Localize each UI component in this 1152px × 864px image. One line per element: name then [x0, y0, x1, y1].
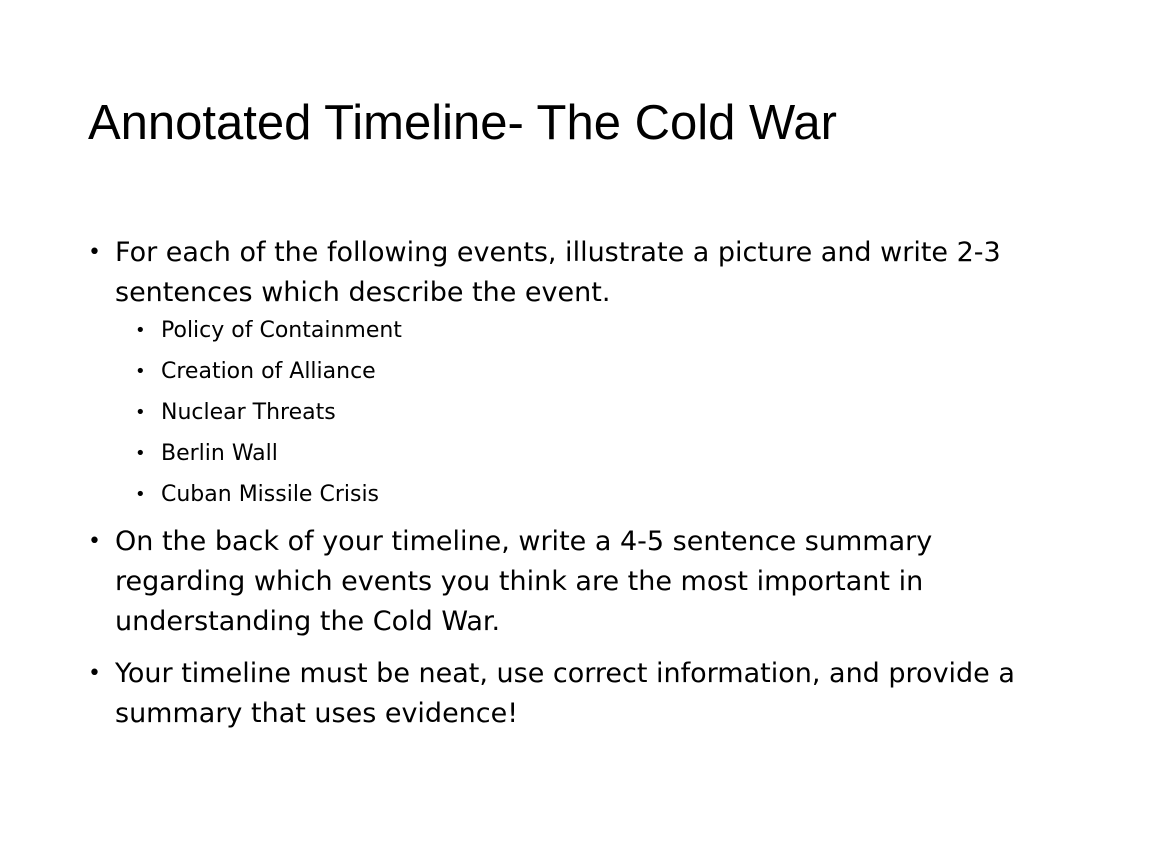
- bullet-item: [88, 654, 1068, 734]
- event-item: • Creation of Alliance: [115, 357, 1068, 387]
- event-item: • Policy of Containment: [115, 316, 1068, 346]
- bullet-item: [88, 522, 1068, 642]
- bullet-list: [88, 233, 1068, 746]
- slide-title: Annotated Timeline- The Cold War: [88, 96, 837, 150]
- bullet-text: On the back of your timeline, write a 4-5 sentence summary regarding which events you think are the most important in understanding the Cold War.: [115, 526, 933, 637]
- event-item: • Cuban Missile Crisis: [115, 480, 1068, 510]
- bullet-item: [88, 233, 1068, 510]
- event-item: • Nuclear Threats: [115, 398, 1068, 428]
- event-item: • Berlin Wall: [115, 439, 1068, 469]
- event-list: [115, 316, 1068, 510]
- bullet-text: For each of the following events, illustrate a picture and write 2-3 sentences which describe the event.: [115, 237, 1001, 308]
- bullet-text: Your timeline must be neat, use correct information, and provide a summary that uses evidence!: [115, 658, 1015, 729]
